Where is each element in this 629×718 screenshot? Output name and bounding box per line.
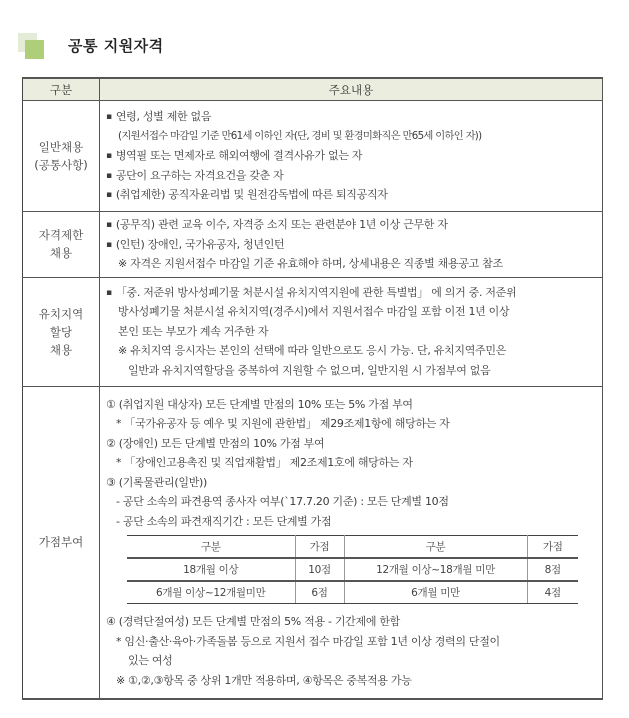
table-header-row xyxy=(23,78,603,101)
table-row-general xyxy=(23,101,603,212)
list-item-cont: 방사성폐기물 처분시설 유치지역(경주시)에서 지원서접수 마감일 포함 이전 1년 이상 xyxy=(118,305,510,319)
qualification-table xyxy=(22,77,603,700)
inner-cell: 18개월 이상 xyxy=(127,558,295,581)
list-item-cont: 본인 또는 부모가 계속 거주한 자 xyxy=(118,324,269,338)
list-item-sub: - 공단 소속의 파견용역 종사자 여부(`17.7.20 기준) : 모든 단계별 10점 xyxy=(116,495,449,508)
table-row-local-quota xyxy=(23,277,603,386)
label-line: 일반채용 xyxy=(38,140,84,154)
label-line: 가점부여 xyxy=(38,535,84,550)
green-square-icon-accent xyxy=(25,40,44,59)
inner-cell: 6개월 미만 xyxy=(344,581,527,604)
label-line: 할당 xyxy=(49,324,73,339)
note: ※ 자격은 지원서접수 마감일 기준 유효해야 하며, 상세내용은 직종별 채용공고 참조 xyxy=(118,257,503,270)
list-item: ▪ (인턴) 장애인, 국가유공자, 청년인턴 xyxy=(106,235,602,255)
list-item: ▪ 공단이 요구하는 자격요건을 갖춘 자 xyxy=(106,166,602,186)
inner-cell: 6점 xyxy=(295,581,344,604)
inner-header: 가점 xyxy=(527,536,578,559)
list-item: ① (취업지원 대상자) 모든 단계별 만점의 10% 또는 5% 가점 부여 xyxy=(106,397,413,411)
list-item-sub: * 「국가유공자 등 예우 및 지원에 관한법」 제29조제1항에 해당하는 자 xyxy=(116,417,450,430)
list-item: ② (장애인) 모든 단계별 만점의 10% 가점 부여 xyxy=(106,436,325,450)
list-item-detail: (지원서접수 마감일 기준 만61세 이하인 자(단, 경비 및 환경미화직은 만65세 이하인 자)) xyxy=(118,129,482,142)
list-item-sub: * 「장애인고용촉진 및 직업재활법」 제2조제1호에 해당하는 자 xyxy=(116,456,413,469)
label-line: 채용 xyxy=(49,246,73,261)
list-item-sub: - 공단 소속의 파견재직기간 : 모든 단계별 가점 xyxy=(116,514,332,528)
row-label-general xyxy=(23,101,100,212)
list-item: ▪ (취업제한) 공직자윤리법 및 원전감독법에 따른 퇴직공직자 xyxy=(106,185,602,205)
header-category: 구분 xyxy=(23,78,100,101)
list-item: ③ (기록물관리(일반)) xyxy=(106,475,208,489)
list-item-sub-cont: 있는 여성 xyxy=(128,654,173,667)
inner-cell: 6개월 이상~12개월미만 xyxy=(127,581,295,604)
list-item: ▪ (공무직) 관련 교육 이수, 자격증 소지 또는 관련분야 1년 이상 근무한 자 xyxy=(106,215,602,235)
label-line: 자격제한 xyxy=(38,228,84,243)
table-row-bonus-points xyxy=(23,386,603,699)
dispatch-period-table xyxy=(127,535,578,604)
inner-header-row xyxy=(127,536,578,559)
row-content-local-quota xyxy=(100,277,603,386)
inner-row xyxy=(127,581,578,604)
row-content-bonus-points xyxy=(100,386,603,699)
label-line: 유치지역 xyxy=(38,306,84,321)
row-content-restricted xyxy=(100,212,603,278)
inner-row xyxy=(127,558,578,581)
list-item: ▪ 연령, 성별 제한 없음 xyxy=(106,107,602,127)
inner-header: 구분 xyxy=(344,536,527,559)
inner-header: 구분 xyxy=(127,536,295,559)
inner-cell: 12개월 이상~18개월 미만 xyxy=(344,558,527,581)
table-row-restricted xyxy=(23,212,603,278)
list-item: ④ (경력단절여성) 모든 단계별 만점의 5% 적용 - 기간제에 한함 xyxy=(106,615,401,628)
label-line: 채용 xyxy=(49,342,73,357)
list-item-sub: * 임신·출산·육아·가족돌봄 등으로 지원서 접수 마감일 포함 1년 이상 경력의 단절이 xyxy=(116,634,500,648)
inner-header: 가점 xyxy=(295,536,344,559)
note: ※ 유치지역 응시자는 본인의 선택에 따라 일반으로도 응시 가능. 단, 유치지역주민은 xyxy=(118,344,507,358)
row-content-general xyxy=(100,101,603,212)
row-label-bonus-points xyxy=(23,386,100,699)
list-item: ▪ 「중. 저준위 방사성폐기물 처분시설 유치지역지원에 관한 특별법」 에 의거 중. 저준위 xyxy=(106,283,602,303)
row-label-restricted xyxy=(23,212,100,278)
inner-cell: 8점 xyxy=(527,558,578,581)
inner-cell: 4점 xyxy=(527,581,578,604)
section-title: 공통 지원자격 xyxy=(68,37,164,55)
note: ※ ①,②,③항목 중 상위 1개만 적용하며, ④항목은 중복적용 가능 xyxy=(116,673,412,687)
header-content: 주요내용 xyxy=(100,78,603,101)
list-item: ▪ 병역필 또는 면제자로 해외여행에 결격사유가 없는 자 xyxy=(106,146,602,166)
note-cont: 일반과 유치지역할당을 중복하여 지원할 수 없으며, 일반지원 시 가점부여 없음 xyxy=(128,363,491,377)
inner-cell: 10점 xyxy=(295,558,344,581)
row-label-local-quota xyxy=(23,277,100,386)
label-line: (공통사항) xyxy=(34,158,88,172)
